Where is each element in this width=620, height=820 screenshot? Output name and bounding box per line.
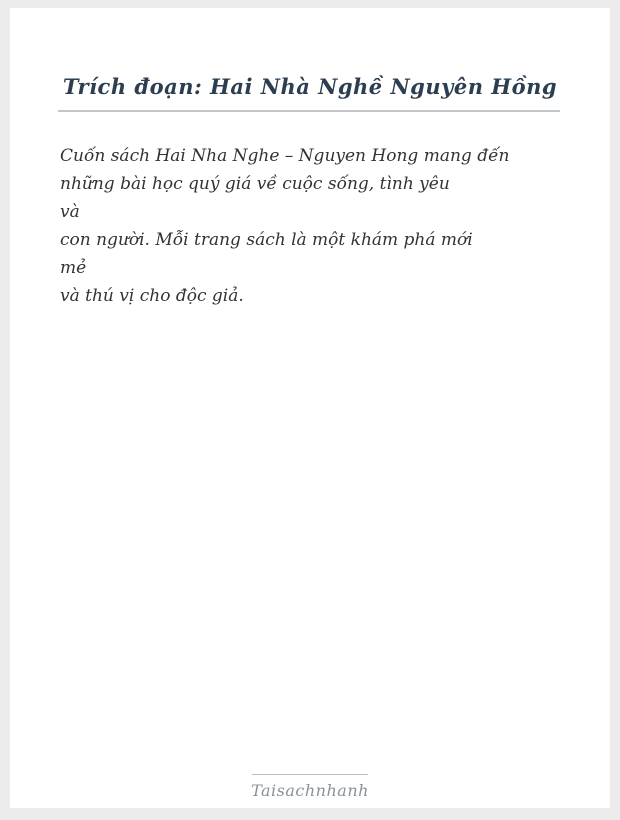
excerpt-line: và thú vị cho độc giả.: [60, 286, 244, 306]
footer-divider: [252, 774, 368, 775]
document-card: [10, 8, 610, 808]
excerpt-line: những bài học quý giá về cuộc sống, tình yêu: [60, 174, 450, 194]
excerpt-line: mẻ: [60, 258, 87, 278]
title-divider: [58, 110, 560, 112]
excerpt-paragraph: [10, 142, 610, 310]
excerpt-line: Cuốn sách Hai Nha Nghe – Nguyen Hong mang đến: [60, 146, 510, 166]
page-title: Trích đoạn: Hai Nhà Nghề Nguyên Hồng: [62, 74, 558, 99]
page-background: [0, 8, 620, 820]
footer-brand: Taisachnhanh: [251, 781, 369, 800]
page-footer: [10, 774, 610, 802]
excerpt-line: và: [60, 202, 80, 222]
excerpt-line: con người. Mỗi trang sách là một khám phá mới: [60, 230, 473, 250]
